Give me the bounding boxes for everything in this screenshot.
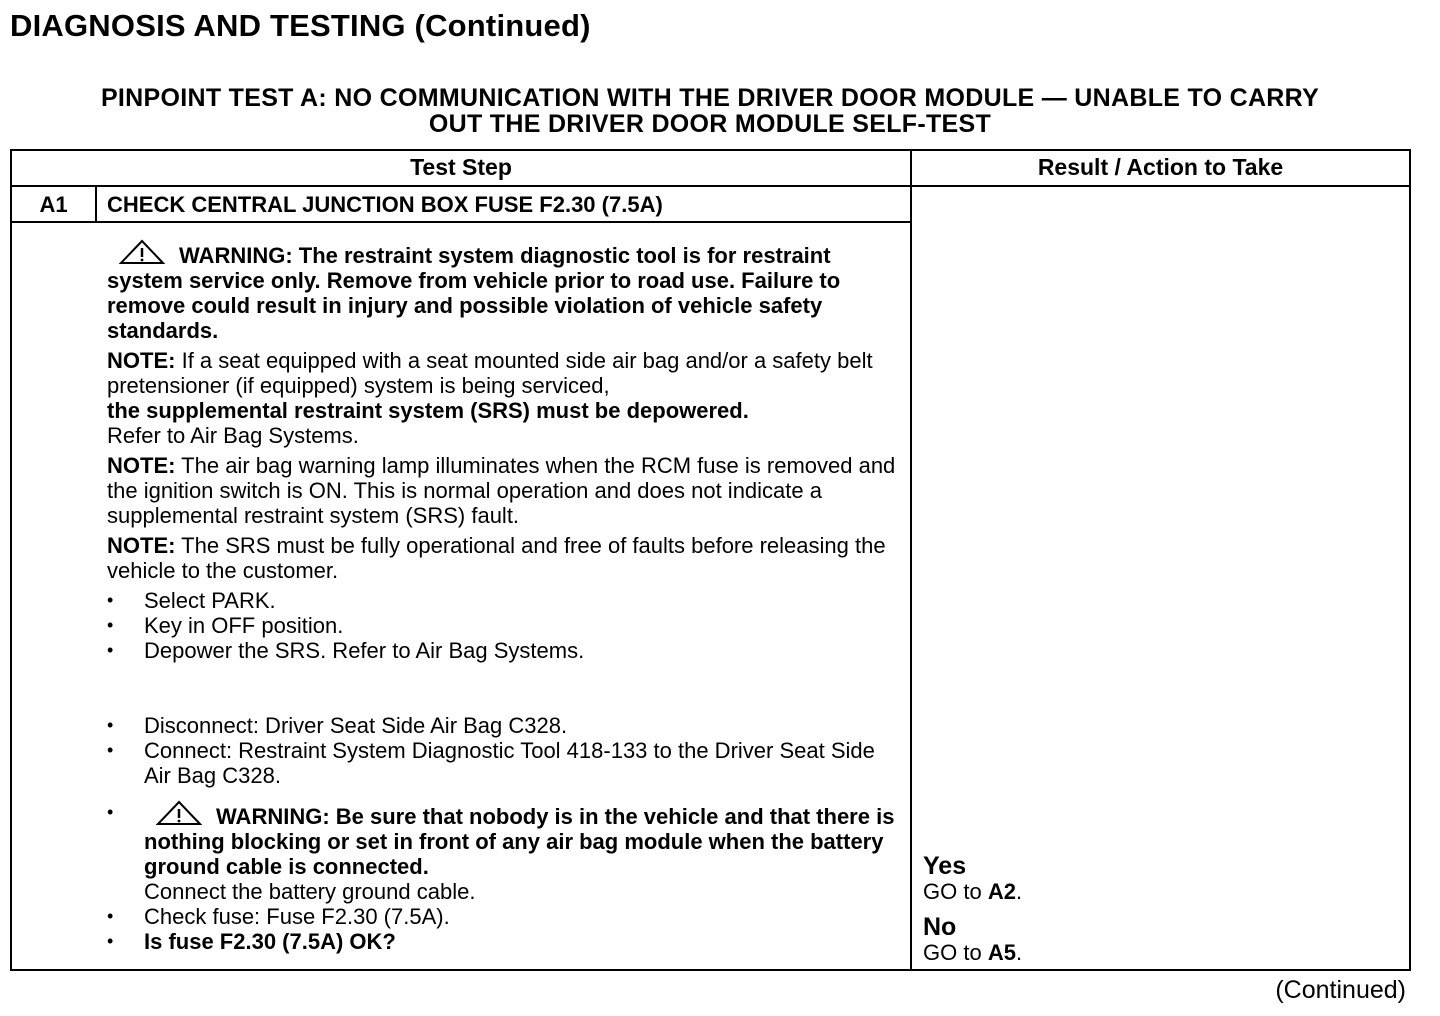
step-title: CHECK CENTRAL JUNCTION BOX FUSE F2.30 (7.5A): [107, 192, 663, 217]
step-id-divider: [95, 187, 97, 221]
list-item-text: Depower the SRS. Refer to Air Bag Systems.: [144, 638, 585, 663]
bullet-icon: •: [107, 590, 114, 610]
bullet-icon: •: [107, 740, 114, 760]
warning-triangle-icon: [119, 239, 165, 265]
result-yes: [923, 853, 1022, 904]
goto-target-a2[interactable]: A2: [987, 879, 1016, 904]
note-1: [107, 348, 897, 448]
step-id: A1: [39, 192, 68, 217]
list-item-text: Select PARK.: [144, 588, 276, 613]
result-no-label: No: [923, 913, 957, 941]
note-2: [107, 453, 897, 528]
column-divider: [910, 151, 912, 969]
list-item: [107, 638, 897, 663]
test-step-header: Test Step: [410, 154, 512, 180]
warning-followup: Connect the battery ground cable.: [144, 879, 476, 904]
test-table: [10, 149, 1411, 971]
goto-text: GO to: [923, 879, 982, 904]
note-label: NOTE:: [107, 348, 176, 373]
bullet-icon: •: [107, 802, 114, 822]
note-1-reference: Refer to Air Bag Systems.: [107, 423, 359, 448]
bullet-icon: •: [107, 931, 114, 951]
warning-block-1: [107, 239, 897, 343]
continued-label: (Continued): [1275, 976, 1406, 1004]
bullet-list-b: [107, 713, 897, 788]
list-item-text: Key in OFF position.: [144, 613, 344, 638]
list-item: [107, 738, 897, 788]
result-action-header: Result / Action to Take: [1037, 154, 1284, 180]
result-no-action: GO to A5.: [923, 940, 1023, 965]
note-3: [107, 533, 897, 583]
list-item: [107, 713, 897, 738]
note-2-text: The air bag warning lamp illuminates when the RCM fuse is removed and the ignition switch is ON. This is normal operation and does not indicate a supplemental restraint system (SRS) fault.: [107, 453, 896, 528]
step-body: [107, 239, 897, 954]
list-item-warning: [107, 800, 897, 904]
result-yes-action: GO to A2.: [923, 879, 1023, 904]
test-title-line-1: PINPOINT TEST A: NO COMMUNICATION WITH THE DRIVER DOOR MODULE — UNABLE TO CARRY: [100, 84, 1320, 112]
list-item-text: Disconnect: Driver Seat Side Air Bag C328.: [144, 713, 568, 738]
result-no: [923, 914, 1022, 965]
list-item: [107, 588, 897, 613]
warning-text-2: WARNING: Be sure that nobody is in the vehicle and that there is nothing blocking or set in front of any air bag module when the battery ground cable is connected.: [144, 804, 895, 879]
list-item-text: Connect: Restraint System Diagnostic Tool 418-133 to the Driver Seat Side Air Bag C328.: [144, 738, 875, 788]
spacer: [107, 788, 897, 800]
test-title-line-2: OUT THE DRIVER DOOR MODULE SELF-TEST: [428, 110, 992, 138]
warning-text-1: WARNING: The restraint system diagnostic tool is for restraint system service only. Remove from vehicle prior to road use. Failure to remove could result in injury and possible violation of vehicle safety standards.: [107, 243, 841, 343]
list-item: [107, 904, 897, 929]
note-label: NOTE:: [107, 533, 176, 558]
bullet-list-a: [107, 588, 897, 663]
note-1-text: If a seat equipped with a seat mounted side air bag and/or a safety belt pretensioner (if equipped) system is being serviced,: [107, 348, 873, 398]
list-item: [107, 929, 897, 954]
goto-text: GO to: [923, 940, 982, 965]
bullet-icon: •: [107, 715, 114, 735]
spacer: [107, 663, 897, 713]
bullet-icon: •: [107, 640, 114, 660]
step-question: Is fuse F2.30 (7.5A) OK?: [144, 929, 396, 954]
bullet-list-c: [107, 800, 897, 954]
warning-block-2: [144, 804, 894, 879]
list-item-text: Check fuse: Fuse F2.30 (7.5A).: [144, 904, 450, 929]
bullet-icon: •: [107, 615, 114, 635]
pinpoint-test-title: [10, 85, 1410, 137]
bullet-icon: •: [107, 906, 114, 926]
warning-triangle-icon: [156, 800, 202, 826]
goto-target-a5[interactable]: A5: [987, 940, 1016, 965]
list-item: [107, 613, 897, 638]
page-title: DIAGNOSIS AND TESTING (Continued): [10, 8, 591, 43]
result-yes-label: Yes: [923, 852, 967, 880]
note-label: NOTE:: [107, 453, 176, 478]
note-3-text: The SRS must be fully operational and free of faults before releasing the vehicle to the customer.: [107, 533, 886, 583]
note-1-bold-text: the supplemental restraint system (SRS) must be depowered.: [107, 398, 749, 423]
